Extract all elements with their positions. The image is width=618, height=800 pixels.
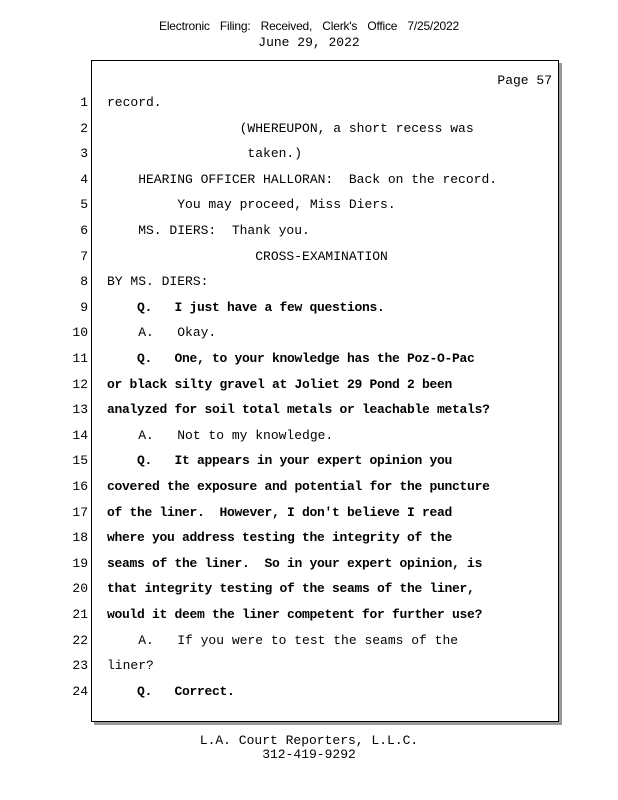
electronic-filing-stamp: Electronic Filing: Received, Clerk's Office 7/25/2022 bbox=[159, 19, 459, 33]
transcript-line-text: HEARING OFFICER HALLORAN: Back on the record. bbox=[107, 172, 498, 187]
line-number: 12 bbox=[72, 377, 88, 392]
court-reporter-name: L.A. Court Reporters, L.L.C. bbox=[199, 733, 419, 748]
line-number: 11 bbox=[72, 351, 88, 366]
line-number: 19 bbox=[72, 556, 88, 571]
line-number: 14 bbox=[72, 428, 88, 443]
transcript-line-text: A. Not to my knowledge. bbox=[107, 428, 334, 443]
line-number: 22 bbox=[72, 633, 88, 648]
line-number: 9 bbox=[80, 300, 88, 315]
line-number: 8 bbox=[80, 274, 88, 289]
line-number: 15 bbox=[72, 453, 88, 468]
transcript-line-text: A. Okay. bbox=[107, 325, 217, 340]
transcript-line-text: Q. I just have a few questions. bbox=[107, 300, 385, 315]
transcript-line-text: that integrity testing of the seams of the liner, bbox=[107, 581, 475, 596]
transcript-line-text: MS. DIERS: Thank you. bbox=[107, 223, 310, 238]
transcript-line-text: Q. It appears in your expert opinion you bbox=[107, 453, 453, 468]
line-number: 21 bbox=[72, 607, 88, 622]
line-number: 20 bbox=[72, 581, 88, 596]
transcript-line-text: record. bbox=[107, 95, 162, 110]
transcript-line-text: You may proceed, Miss Diers. bbox=[107, 197, 396, 212]
line-number: 7 bbox=[80, 249, 88, 264]
transcript-line-text: seams of the liner. So in your expert opinion, is bbox=[107, 556, 483, 571]
line-number: 3 bbox=[80, 146, 88, 161]
line-number: 18 bbox=[72, 530, 88, 545]
line-number: 1 bbox=[80, 95, 88, 110]
line-number: 4 bbox=[80, 172, 88, 187]
transcript-line-text: (WHEREUPON, a short recess was bbox=[107, 121, 474, 136]
line-number: 23 bbox=[72, 658, 88, 673]
line-number: 6 bbox=[80, 223, 88, 238]
page-number: Page 57 bbox=[497, 73, 552, 88]
line-number: 2 bbox=[80, 121, 88, 136]
line-number: 10 bbox=[72, 325, 88, 340]
transcript-line-text: or black silty gravel at Joliet 29 Pond 2 been bbox=[107, 377, 453, 392]
transcript-line-text: Q. One, to your knowledge has the Poz-O-Pac bbox=[107, 351, 475, 366]
transcript-line-text: where you address testing the integrity of the bbox=[107, 530, 453, 545]
transcript-line-text: A. If you were to test the seams of the bbox=[107, 633, 459, 648]
transcript-line-text: taken.) bbox=[107, 146, 303, 161]
transcript-line-text: covered the exposure and potential for the puncture bbox=[107, 479, 490, 494]
line-number: 17 bbox=[72, 505, 88, 520]
transcript-line-text: would it deem the liner competent for further use? bbox=[107, 607, 483, 622]
line-number: 24 bbox=[72, 684, 88, 699]
transcript-line-text: BY MS. DIERS: bbox=[107, 274, 209, 289]
transcript-line-text: liner? bbox=[107, 658, 154, 673]
court-reporter-phone: 312-419-9292 bbox=[262, 747, 356, 762]
transcript-line-text: CROSS-EXAMINATION bbox=[107, 249, 388, 264]
line-number: 13 bbox=[72, 402, 88, 417]
hearing-date: June 29, 2022 bbox=[258, 35, 360, 50]
transcript-line-text: of the liner. However, I don't believe I read bbox=[107, 505, 453, 520]
transcript-line-text: Q. Correct. bbox=[107, 684, 235, 699]
line-number: 16 bbox=[72, 479, 88, 494]
transcript-line-text: analyzed for soil total metals or leachable metals? bbox=[107, 402, 490, 417]
line-number: 5 bbox=[80, 197, 88, 212]
